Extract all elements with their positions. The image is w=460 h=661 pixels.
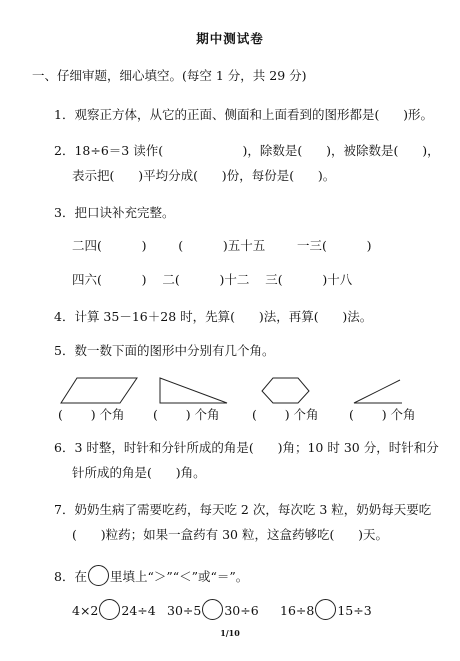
question-1: 1．观察正方体，从它的正面、侧面和上面看到的图形都是( )形。: [54, 107, 434, 122]
page-title: 期中测试卷: [196, 31, 264, 46]
angle-count-blank-2: ( ) 个角: [153, 407, 220, 422]
question-3-row-2: 四六( ) 二( )十二 三( )十八: [72, 272, 353, 287]
angle-shape: [352, 374, 404, 406]
page-number: 1/10: [220, 628, 240, 638]
question-3: 3．把口诀补充完整。: [54, 205, 175, 220]
comparison-2: [167, 599, 259, 620]
question-5: 5．数一数下面的图形中分别有几个角。: [54, 343, 275, 358]
comparison-1-right: 24÷4: [121, 603, 156, 618]
question-8-prefix: 8．在: [54, 569, 87, 584]
angle-count-blank-4: ( ) 个角: [349, 407, 416, 422]
hexagon-shape: [260, 376, 312, 406]
compare-circle-icon: [99, 599, 120, 620]
comparison-3: [280, 599, 372, 620]
question-7-line-2: ( )粒药；如果一盒药有 30 粒，这盒药够吃( )天。: [72, 527, 389, 542]
answer-circle-icon: [88, 565, 109, 586]
compare-circle-icon: [315, 599, 336, 620]
question-2-line-2: 表示把( )平均分成( )份，每份是( )。: [72, 168, 336, 183]
angle-count-blank-1: ( ) 个角: [58, 407, 125, 422]
comparison-2-right: 30÷6: [224, 603, 259, 618]
compare-circle-icon: [202, 599, 223, 620]
question-8-suffix: 里填上“＞”“＜”或“＝”。: [109, 569, 249, 584]
comparison-1: [72, 599, 156, 620]
angle-count-blank-3: ( ) 个角: [252, 407, 319, 422]
question-8: [54, 565, 248, 586]
comparison-3-right: 15÷3: [337, 603, 372, 618]
comparison-1-left: 4×2: [72, 603, 99, 618]
parallelogram-shape: [60, 376, 140, 406]
comparison-3-left: 16÷8: [280, 603, 315, 618]
question-6-line-2: 针所成的角是( )角。: [72, 465, 206, 480]
question-2-line-1: 2．18÷6＝3 读作( )，除数是( )，被除数是( )，: [54, 143, 440, 158]
section-heading: 一、仔细审题，细心填空。(每空 1 分，共 29 分): [32, 68, 307, 83]
comparison-2-left: 30÷5: [167, 603, 202, 618]
question-4: 4．计算 35－16＋28 时，先算( )法，再算( )法。: [54, 309, 373, 324]
question-6-line-1: 6．3 时整，时针和分针所成的角是( )角；10 时 30 分，时针和分: [54, 440, 439, 455]
question-7-line-1: 7．奶奶生病了需要吃药，每天吃 2 次，每次吃 3 粒，奶奶每天要吃: [54, 502, 432, 517]
question-3-row-1: 二四( ) ( )五十五 一三( ): [72, 238, 372, 253]
right-triangle-shape: [158, 376, 230, 406]
